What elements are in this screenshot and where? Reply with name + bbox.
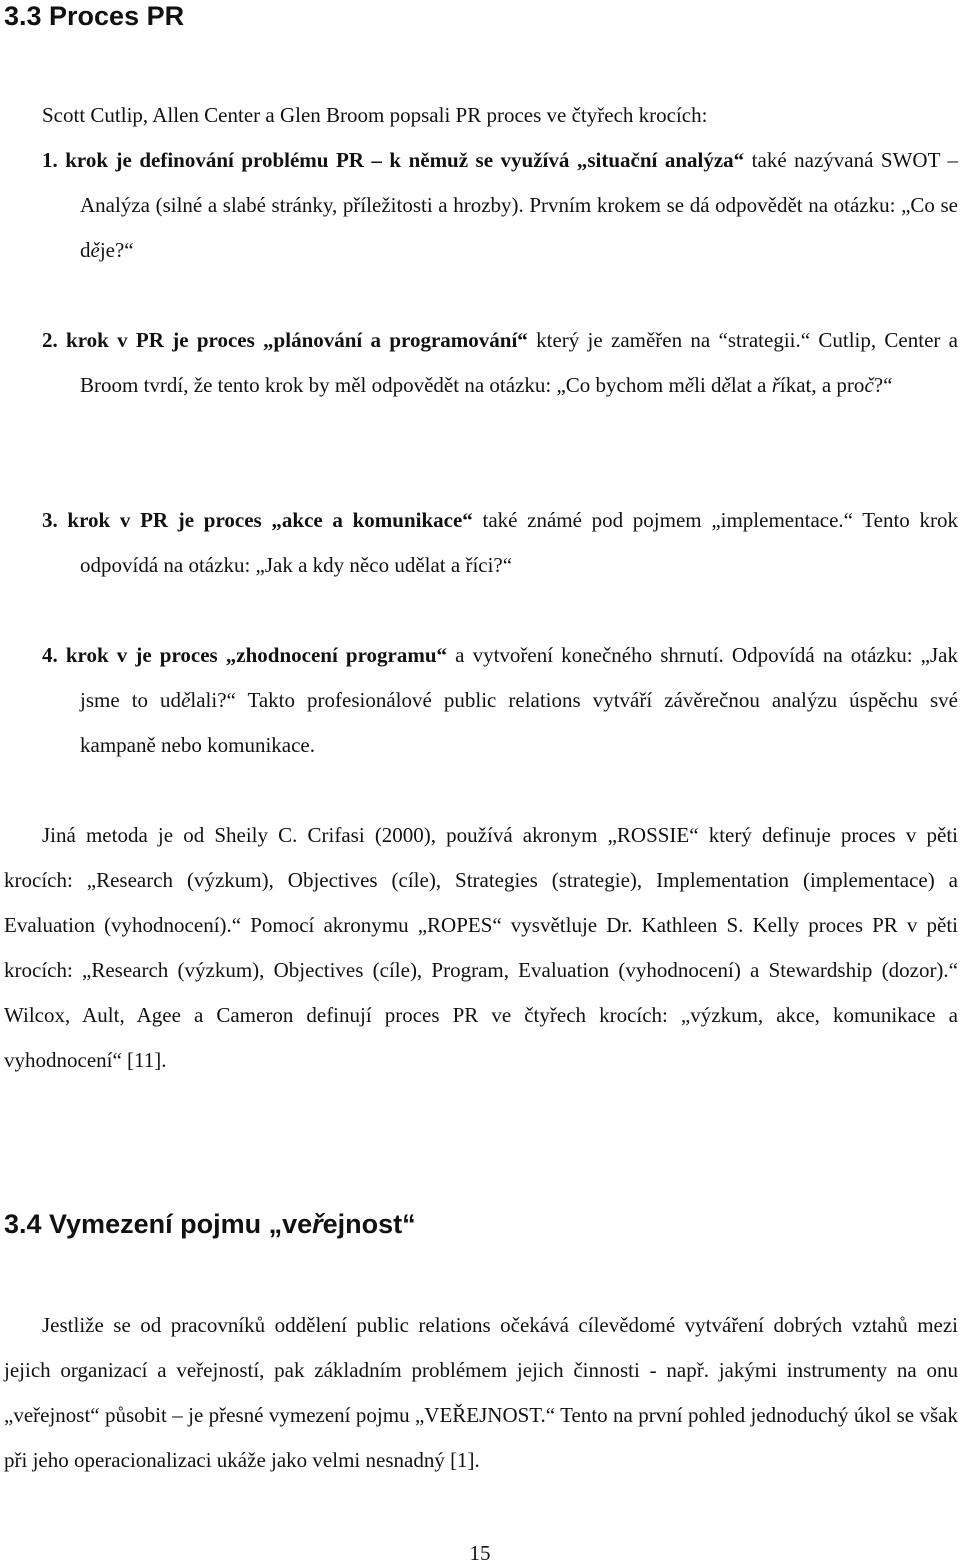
step-3-paragraph bbox=[42, 498, 958, 588]
section-heading-3-3: 3.3 Proces PR bbox=[4, 1, 185, 31]
step-1-lead: 1. krok je definování problému PR – k němuž se využívá „situační analýza“ bbox=[42, 148, 745, 172]
step-2-italic-2: ě bbox=[721, 373, 731, 397]
section-heading-3-4-text: 3.4 Vymezení pojmu „ve bbox=[4, 1209, 313, 1239]
step-2-text-4: íkat, a pro bbox=[779, 373, 865, 397]
step-2-italic-4: č bbox=[864, 373, 874, 397]
step-4-lead: 4. krok v je proces „zhodnocení programu“ bbox=[42, 643, 448, 667]
step-2-text-5: ?“ bbox=[873, 373, 893, 397]
section-heading-3-4 bbox=[4, 1208, 416, 1240]
step-4-text: a vytvoření konečného shrnutí. Odpovídá na otázku: „Jak jsme to ud bbox=[80, 643, 958, 712]
step-4-paragraph bbox=[42, 633, 958, 768]
step-2-paragraph bbox=[42, 318, 958, 408]
intro-paragraph: Scott Cutlip, Allen Center a Glen Broom popsali PR proces ve čtyřech krocích: bbox=[42, 103, 708, 127]
step-2-text: který je zaměřen na “strategii.“ Cutlip, Center a Broom tvrdí, že tento krok by měl odpovědět na otázku: „Co bychom m bbox=[80, 328, 958, 397]
section-heading-3-4-end: ejnost“ bbox=[322, 1209, 416, 1239]
step-2-text-3: lat a bbox=[730, 373, 772, 397]
step-3-lead: 3. krok v PR je proces „akce a komunikace“ bbox=[42, 508, 473, 532]
step-4-text-end: lali?“ Takto profesionálové public relations vytváří závěrečnou analýzu úspěchu své kampaně nebo komunikace. bbox=[80, 688, 958, 757]
step-2-italic-1: ě bbox=[684, 373, 695, 397]
step-1-text-end: je?“ bbox=[99, 238, 134, 262]
step-2-italic-3: ř bbox=[771, 373, 780, 397]
step-2-lead: 2. krok v PR je proces „plánování a programování“ bbox=[42, 328, 528, 352]
section-heading-3-4-italic: ř bbox=[312, 1209, 323, 1239]
step-1-paragraph bbox=[42, 138, 958, 273]
step-4-italic: ě bbox=[181, 688, 191, 712]
verejnost-paragraph: Jestliže se od pracovníků oddělení public relations očekává cílevědomé vytváření dobrých vztahů mezi jejich organizací a veřejností, pak základním problémem jejich činnosti - např. jakými instrumenty na onu „veřejnost“ působit – je přesné vymezení pojmu „VEŘEJNOST.“ Tento na první pohled jednoduchý úkol se však při jeho operacionalizaci ukáže jako velmi nesnadný [1]. bbox=[4, 1313, 958, 1472]
step-2-text-2: li d bbox=[694, 373, 722, 397]
step-1-italic: ě bbox=[90, 238, 100, 262]
step-3-text: také známé pod pojmem „implementace.“ Tento krok odpovídá na otázku: „Jak a kdy něco udělat a říci?“ bbox=[80, 508, 958, 577]
step-1-text: také nazývaná SWOT – Analýza (silné a slabé stránky, příležitosti a hrozby). Prvním krokem se dá odpovědět na otázku: „Co se d bbox=[80, 148, 959, 262]
ropes-paragraph: Jiná metoda je od Sheily C. Crifasi (2000), používá akronym „ROSSIE“ který definuje proces v pěti krocích: „Research (výzkum), Objectives (cíle), Strategies (strategie), Implementation (implementace) a Evaluation (vyhodnocení).“ Pomocí akronymu „ROPES“ vysvětluje Dr. Kathleen S. Kelly proces PR v pěti krocích: „Research (výzkum), Objectives (cíle), Program, Evaluation (vyhodnocení) a Stewardship (dozor).“ Wilcox, Ault, Agee a Cameron definují proces PR ve čtyřech krocích: „výzkum, akce, komunikace a vyhodnocení“ [11]. bbox=[4, 823, 958, 1072]
page-number: 15 bbox=[469, 1541, 491, 1565]
